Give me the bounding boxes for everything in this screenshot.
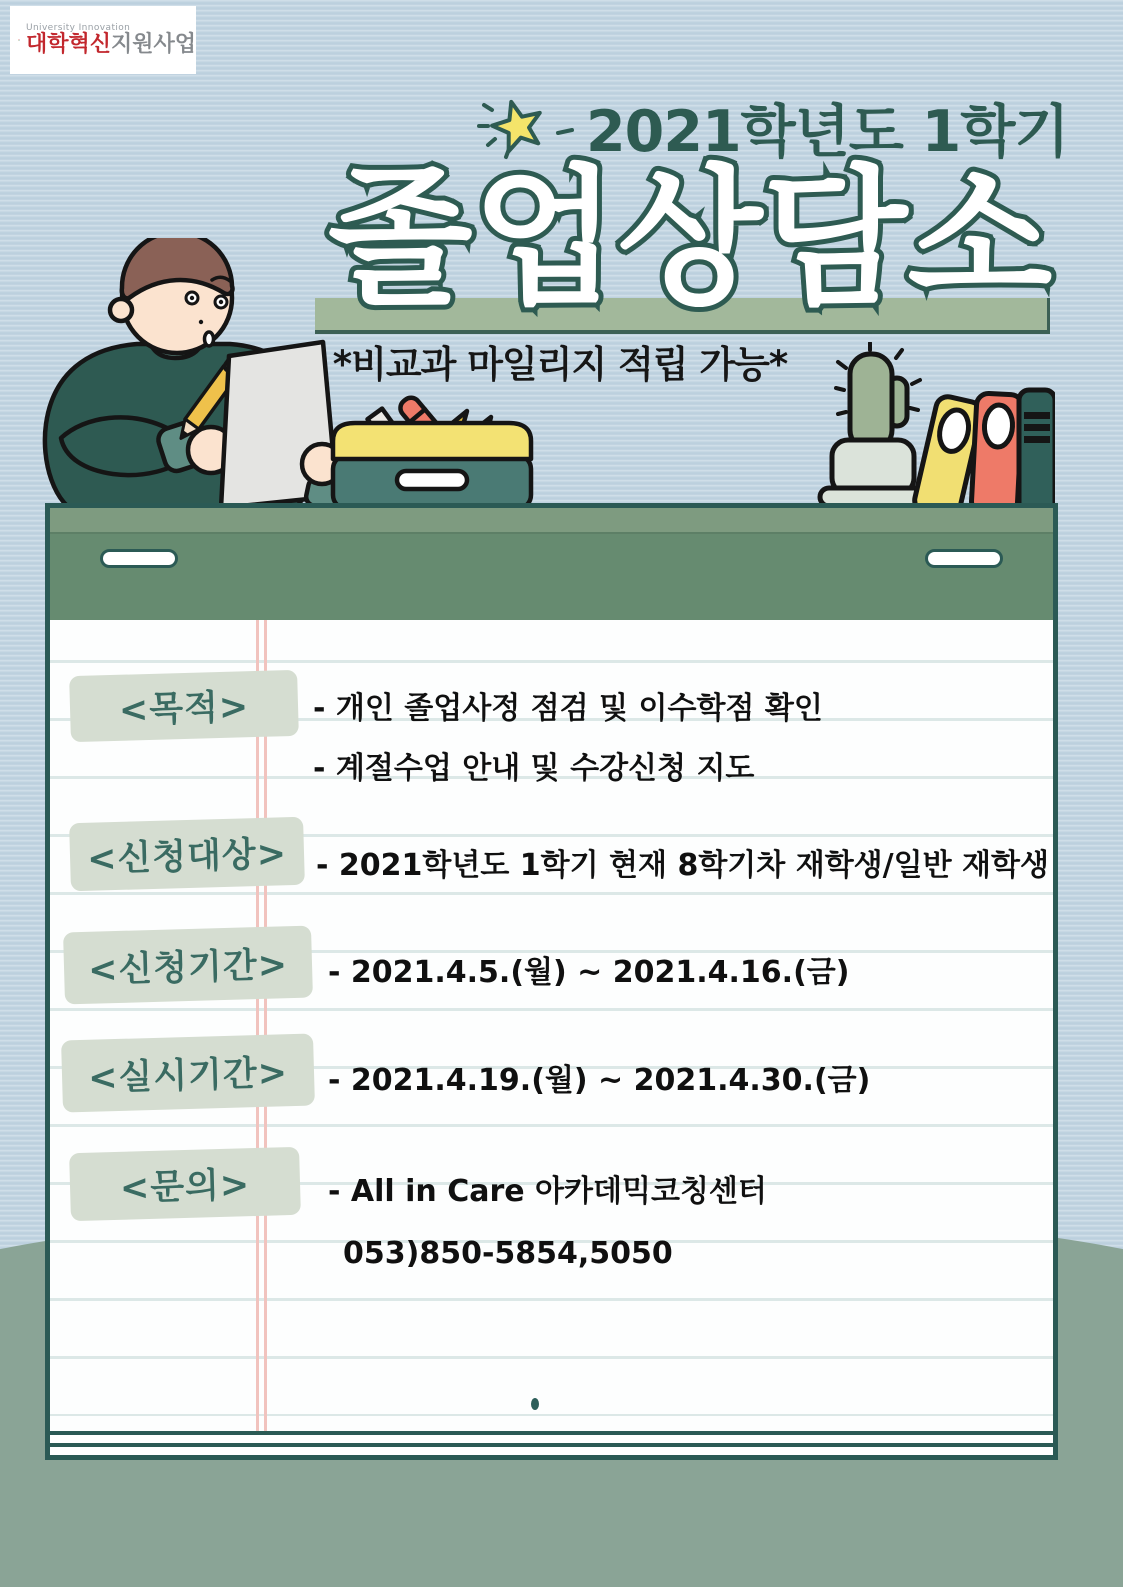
section-label-eligibility [69,817,305,892]
application-period-line: - 2021.4.5.(월) ~ 2021.4.16.(금) [328,955,850,990]
section-label-application-period [63,926,313,1005]
pencil-case-illustration [325,385,540,515]
desk-drawer [50,534,1053,620]
purpose-line-2: - 계절수업 안내 및 수강신청 지도 [313,751,755,786]
university-innovation-u-icon [18,12,20,68]
poster-title: 졸업상담소 [327,152,1053,326]
logo-small-text: University Innovation [25,22,131,33]
notebook-paper [50,620,1053,1431]
run-period-line: - 2021.4.19.(월) ~ 2021.4.30.(금) [328,1063,871,1098]
page-dot [531,1398,539,1410]
contact-label: <문의> [119,1165,251,1209]
margin-line [264,620,267,1431]
purpose-label: <목적> [118,687,250,731]
paper-stack-edges [50,1431,1053,1455]
contact-phone: 053)850-5854,5050 [343,1236,673,1271]
eligibility-label: <신청대상> [86,834,288,880]
drawer-handle-right [925,549,1003,568]
purpose-line-1: - 개인 졸업사정 점검 및 이수학점 확인 [313,691,823,726]
drawer-handle-left [100,549,178,568]
semester-heading: 2021학년도 1학기 [586,99,1069,165]
section-label-contact [69,1147,301,1221]
logo-brand-primary: 대학혁신 [25,32,111,58]
section-label-run-period [61,1033,315,1112]
section-label-purpose [69,670,299,742]
margin-line [256,620,259,1431]
run-period-label: <실시기간> [87,1053,289,1099]
logo-brand-secondary: 지원사업 [110,32,196,58]
contact-line-1: - All in Care 아카데믹코칭센터 [328,1174,767,1209]
desk-top [50,508,1053,534]
poster-subtitle: *비교과 마일리지 적립 가능* [332,343,788,386]
application-period-label: <신청기간> [87,945,289,991]
eligibility-line: - 2021학년도 1학기 현재 8학기차 재학생/일반 재학생 [316,848,1049,883]
logo-university-innovation [10,6,196,74]
